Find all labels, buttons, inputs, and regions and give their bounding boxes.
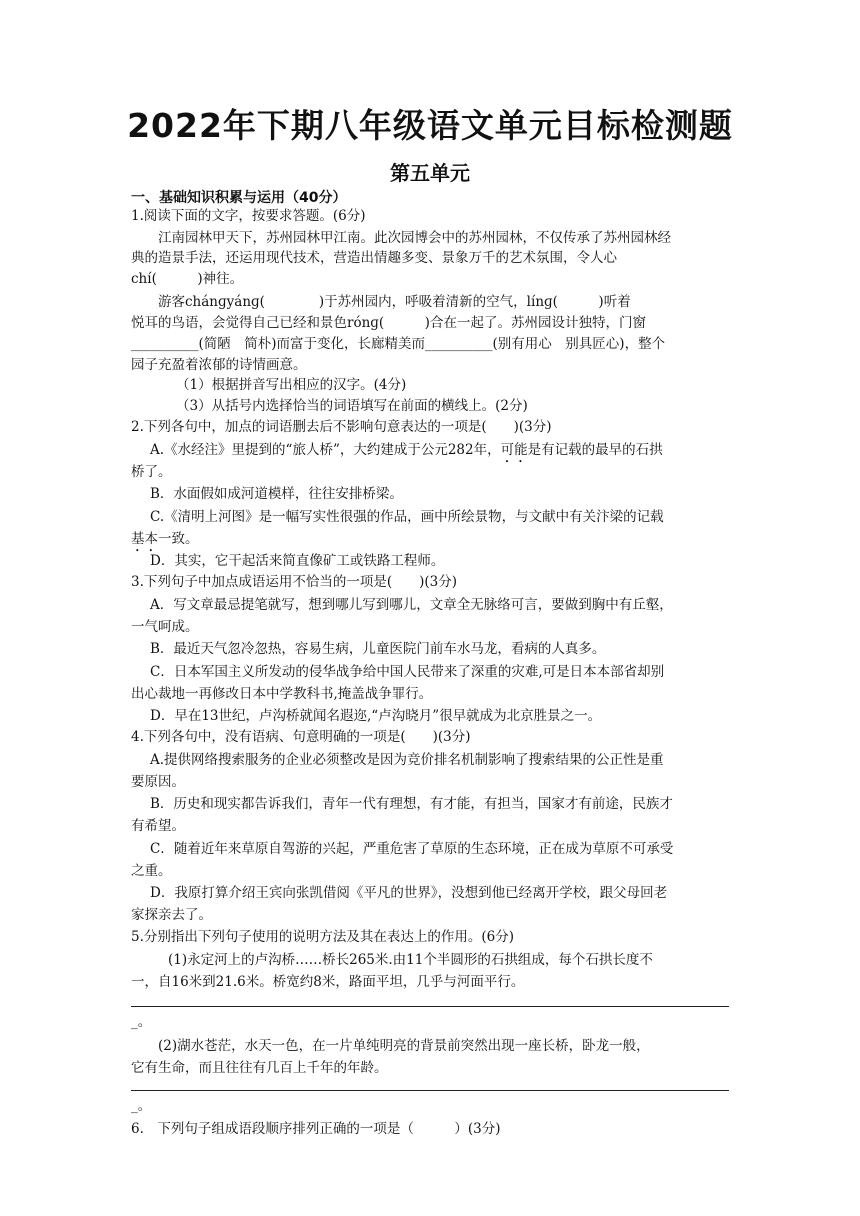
q2-option-d: D．其实，它干起活来简直像矿工或铁路工程师。 <box>150 553 445 569</box>
q2-dotted-word: 基本 <box>131 531 158 547</box>
q3-option-a-cont: 一气呵成。 <box>131 619 199 635</box>
unit-subtitle: 第五单元 <box>390 161 470 185</box>
q2-stem: 2.下列各句中，加点的词语删去后不影响句意表达的一项是( )(3分) <box>131 419 552 435</box>
q2-option-a-text: A.《水经注》里提到的“旅人桥”，大约建成于公元282年， <box>150 442 501 458</box>
q4-option-b-cont: 有希望。 <box>131 818 185 834</box>
q3-option-d: D．早在13世纪，卢沟桥就闻名遐迩,“卢沟晓月”很早就成为北京胜景之一。 <box>150 708 602 724</box>
q2-option-a-cont: 桥了。 <box>131 464 172 480</box>
q2-dotted-word: 可能 <box>500 442 528 458</box>
q3-stem: 3.下列句子中加点成语运用不恰当的一项是( )(3分) <box>131 574 458 590</box>
answer-line[interactable] <box>131 1006 729 1007</box>
q1-passage-line: 游客chánɡyánɡ( )于苏州园内，呼吸着清新的空气，línɡ( )听着 <box>158 294 631 310</box>
q2-option-b: B．水面假如成河道模样，往往安排桥梁。 <box>150 486 403 502</box>
q1-passage-line: chí( )神往。 <box>131 271 244 287</box>
q4-option-c-cont: 之重。 <box>131 863 172 879</box>
answer-line-end: _。 <box>131 1098 152 1114</box>
q3-option-c: C．日本军国主义所发动的侵华战争给中国人民带来了深重的灾难,可是日本本部省却别 <box>150 664 665 680</box>
q4-option-d: D．我原打算介绍王宾向张凯借阅《平凡的世界》，没想到他已经离开学校，跟父母回老 <box>150 885 668 901</box>
q2-option-a <box>150 440 663 466</box>
q4-option-a-cont: 要原因。 <box>131 774 185 790</box>
q5-sentence-1-cont: 一，自16米到21.6米。桥宽约8米，路面平坦，几乎与河面平行。 <box>131 974 525 990</box>
q1-passage-line: 悦耳的鸟语，会觉得自己已经和景色rónɡ( )合在一起了。苏州园设计独特，门窗 <box>131 315 646 331</box>
q5-stem: 5.分别指出下列句子使用的说明方法及其在表达上的作用。(6分) <box>131 929 515 945</box>
q2-option-c-text: 一致。 <box>158 531 199 547</box>
q2-option-c: C.《清明上河图》是一幅写实性很强的作品，画中所绘景物，与文献中有关汴梁的记载 <box>150 509 664 525</box>
q1-passage-line: 园子充盈着浓郁的诗情画意。 <box>131 357 307 373</box>
q1-passage-line: 江南园林甲天下，苏州园林甲江南。此次园博会中的苏州园林，不仅传承了苏州园林经 <box>158 230 671 246</box>
answer-line-end: _。 <box>131 1014 152 1030</box>
q1-subquestion: （1）根据拼音写出相应的汉字。(4分) <box>176 377 407 393</box>
q4-option-d-cont: 家探亲去了。 <box>131 907 212 923</box>
q6-stem: 6. 下列句子组成语段顺序排列正确的一项是（ ）(3分) <box>131 1121 501 1137</box>
q5-sentence-2-cont: 它有生命，而且往往有几百上千年的年龄。 <box>131 1060 388 1076</box>
q4-option-b: B．历史和现实都告诉我们，青年一代有理想，有才能，有担当，国家才有前途，民族才 <box>150 796 673 812</box>
q3-option-a: A．写文章最忌提笔就写，想到哪儿写到哪儿，文章全无脉络可言，要做到胸中有丘壑， <box>150 597 673 613</box>
section-heading: 一、基础知识积累与运用（40分） <box>131 190 347 206</box>
page-title: 2022年下期八年级语文单元目标检测题 <box>127 106 733 145</box>
q1-passage-line: 典的造景手法，还运用现代技术，营造出情趣多变、景象万千的艺术氛围，令人心 <box>131 250 617 266</box>
q4-option-c: C．随着近年来草原自驾游的兴起，严重危害了草原的生态环境，正在成为草原不可承受 <box>150 841 674 857</box>
q3-option-b: B．最近天气忽冷忽热，容易生病，儿童医院门前车水马龙，看病的人真多。 <box>150 641 606 657</box>
q4-option-a: A.提供网络搜索服务的企业必须整改是因为竞价排名机制影响了搜索结果的公正性是重 <box>150 752 664 768</box>
q1-stem: 1.阅读下面的文字，按要求答题。(6分) <box>131 208 366 224</box>
q5-sentence-1: (1)永定河上的卢沟桥……桥长265米.由11个半圆形的石拱组成，每个石拱长度不 <box>168 952 653 968</box>
q3-option-c-cont: 出心裁地一再修改日本中学教科书,掩盖战争罪行。 <box>131 686 433 702</box>
answer-line[interactable] <box>131 1090 729 1091</box>
q2-option-a-text: 是有记载的最早的石拱 <box>527 442 663 458</box>
q1-subquestion: （3）从括号内选择恰当的词语填写在前面的横线上。(2分) <box>176 398 528 414</box>
q5-sentence-2: (2)湖水苍茫，水天一色，在一片单纯明亮的背景前突然出现一座长桥，卧龙一般， <box>158 1038 650 1054</box>
q4-stem: 4.下列各句中，没有语病、句意明确的一项是( )(3分) <box>131 729 471 745</box>
q1-passage-line: __________(简陋 简朴)而富于变化，长廊精美而__________(别有用心 别具匠心)，整个 <box>131 336 666 352</box>
